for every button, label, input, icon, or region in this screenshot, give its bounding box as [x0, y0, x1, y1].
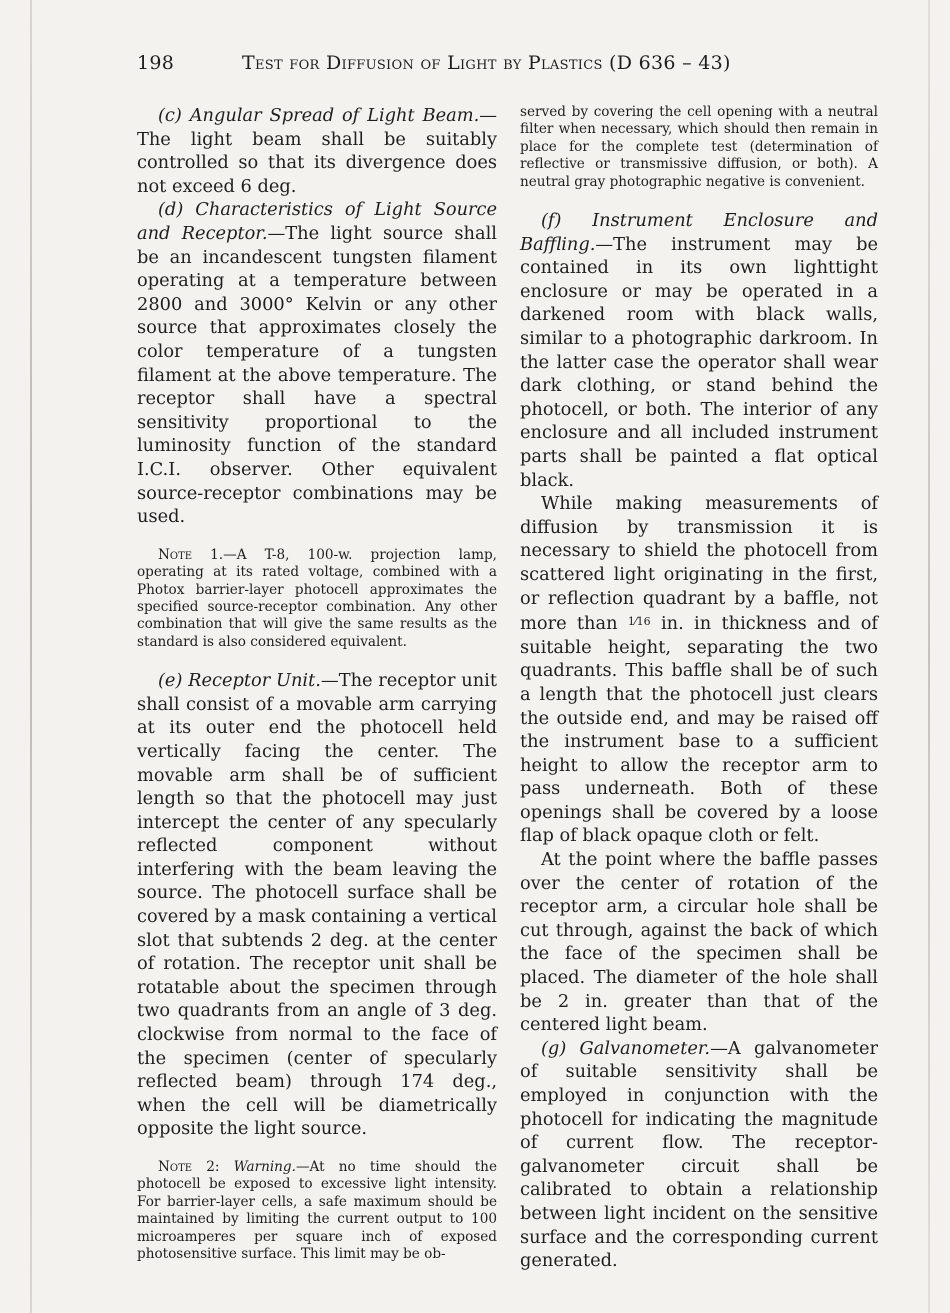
- right-column: [520, 104, 878, 1273]
- section-c: [137, 104, 497, 198]
- note-1-text: —A T-8, 100-w. projection lamp, operating at its rated voltage, combined with a Photox barrier-layer photocell approximates the specified source-receptor combination. Any other combination that will give the same results as the standard is also considered equivalent.: [137, 546, 498, 650]
- running-header: [137, 52, 887, 82]
- section-e-text: —The receptor unit shall consist of a movable arm carrying at its outer end the photocell held vertically facing the center. The movable arm shall be of sufficient length so that the photocell may just intercept the center of any specularly reflected component without interfering with the beam leaving the source. The photocell surface shall be covered by a mask containing a vertical slot that subtends 2 deg. at the center of rotation. The receptor unit shall be rotatable about the specimen through two quadrants from an angle of 3 deg. clockwise from normal to the face of the specimen (center of specularly reflected beam) through 174 deg., when the cell will be diametrically opposite the light source.: [137, 670, 497, 1140]
- note-2-text: —At no time should the photocell be exposed to excessive light intensity. For barrier-layer cells, a safe maximum should be maintained by limiting the current output to 100 microamperes per square inch of exposed photosensitive surface. This limit may be ob-: [137, 1159, 497, 1263]
- paragraph-hole: At the point where the baffle passes over the center of rotation of the receptor arm, a circular hole shall be cut through, against the back of which the face of the specimen shall be placed. The diameter of the hole shall be 2 in. greater than that of the centered light beam.: [520, 849, 878, 1036]
- section-g: [520, 1037, 878, 1273]
- note-1-label: Note 1.: [158, 546, 224, 563]
- page-number: 198: [137, 52, 175, 74]
- section-f: [520, 209, 878, 492]
- paragraph-baffle: [520, 492, 878, 848]
- running-title: Test for Diffusion of Light by Plastics (D 636 – 43): [242, 52, 731, 74]
- left-column: [137, 104, 497, 1263]
- section-c-heading: (c) Angular Spread of Light Beam.: [158, 105, 480, 126]
- note-1: [137, 547, 497, 651]
- section-d-text: —The light source shall be an incandescent tungsten filament operating at a temperature between 2800 and 3000° Kelvin or any other source that approximates closely the color temperature of a tungsten filament at the above temperature. The receptor shall have a spectral sensitivity proportional to the luminosity function of the standard I.C.I. observer. Other equivalent source-receptor combinations may be used.: [137, 222, 497, 528]
- note-2-label: Note 2:: [158, 1159, 220, 1175]
- section-e-heading: (e) Receptor Unit.: [158, 670, 321, 692]
- section-d-heading: (d) Characteristics of Light Source and Receptor.: [137, 199, 497, 244]
- section-d: [137, 198, 497, 528]
- page-edge-left: [30, 0, 32, 1313]
- note-2-continued: served by covering the cell opening with a neutral filter when necessary, which should then remain in place for the complete test (determination of reflective or transmissive diffusion, or both). A neutral gray photographic negative is convenient.: [520, 104, 878, 190]
- section-f-text: —The instrument may be contained in its own lighttight enclosure or may be operated in a darkened room with black walls, similar to a photographic darkroom. In the latter case the operator shall wear dark clothing, or stand behind the photocell, or both. The interior of any enclosure and all included instrument parts shall be painted a flat optical black.: [520, 233, 878, 491]
- section-g-heading: (g) Galvanometer.: [541, 1037, 711, 1059]
- note-2: [137, 1159, 497, 1263]
- fraction-sixteenth: 1⁄16: [627, 615, 651, 629]
- paragraph-baffle-text-b: in. in thickness and of suitable height, separating the two quadrants. This baffle shall be of such a length that the photocell just clears the outside end, and may be raised off the instrument base to a sufficient height to allow the receptor arm to pass underneath. Both of these openings shall be covered by a loose flap of black opaque cloth or felt.: [520, 613, 878, 847]
- page-edge-right: [928, 0, 930, 1313]
- paragraph-baffle-text-a: While making measurements of diffusion by transmission it is necessary to shield the photocell from scattered light originating in the first, or reflection quadrant by a baffle, not more than: [520, 493, 878, 635]
- note-2-warning: Warning.: [233, 1159, 296, 1175]
- section-c-text: —The light beam shall be suitably controlled so that its divergence does not exceed 6 deg.: [137, 105, 497, 197]
- section-g-text: —A galvanometer of suitable sensitivity shall be employed in conjunction with the photocell for indicating the magnitude of current flow. The receptor-galvanometer circuit shall be calibrated to obtain a relationship between light incident on the sensitive surface and the corresponding current generated.: [520, 1037, 878, 1272]
- section-e: [137, 669, 497, 1141]
- section-f-heading: (f) Instrument Enclosure and Baffling.: [520, 210, 878, 255]
